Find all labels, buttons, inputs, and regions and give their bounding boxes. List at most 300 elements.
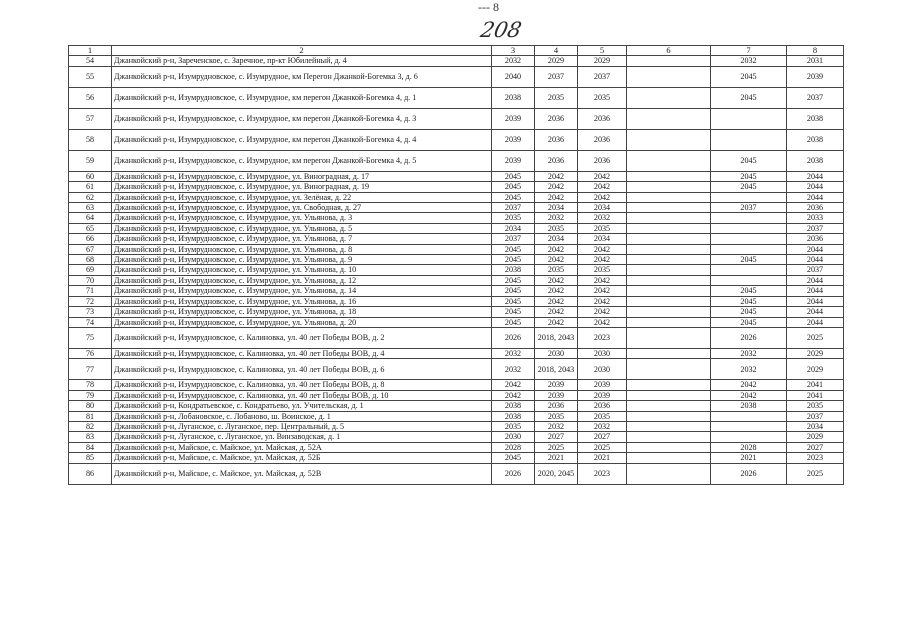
col5-cell: 2042 — [578, 275, 627, 285]
col5-cell: 2027 — [578, 432, 627, 442]
header-cell-2: 2 — [112, 46, 492, 56]
header-cell-6: 6 — [627, 46, 711, 56]
col4-cell: 2042 — [535, 317, 578, 327]
col3-cell: 2045 — [492, 275, 535, 285]
col8-cell: 2038 — [787, 129, 844, 150]
header-cell-4: 4 — [535, 46, 578, 56]
table-row — [69, 380, 844, 390]
address-cell: Джанкойский р-н, Изумрудновское, с. Калиновка, ул. 40 лет Победы ВОВ, д. 8 — [112, 380, 492, 390]
table-row — [69, 182, 844, 192]
col3-cell: 2045 — [492, 317, 535, 327]
col7-cell: 2032 — [711, 359, 787, 380]
col4-cell: 2034 — [535, 234, 578, 244]
col3-cell: 2039 — [492, 108, 535, 129]
col3-cell: 2045 — [492, 182, 535, 192]
col6-cell — [627, 182, 711, 192]
col6-cell — [627, 286, 711, 296]
row-number-cell: 70 — [69, 275, 112, 285]
col3-cell: 2038 — [492, 401, 535, 411]
table-row — [69, 432, 844, 442]
row-number-cell: 67 — [69, 244, 112, 254]
table-row — [69, 108, 844, 129]
row-number-cell: 76 — [69, 348, 112, 358]
col8-cell: 2038 — [787, 108, 844, 129]
col5-cell: 2036 — [578, 129, 627, 150]
address-cell: Джанкойский р-н, Изумрудновское, с. Изумрудное, ул. Ульянова, д. 5 — [112, 223, 492, 233]
col3-cell: 2045 — [492, 192, 535, 202]
table-row — [69, 129, 844, 150]
col5-cell: 2042 — [578, 171, 627, 181]
col3-cell: 2042 — [492, 390, 535, 400]
header-cell-1: 1 — [69, 46, 112, 56]
col4-cell: 2042 — [535, 244, 578, 254]
col6-cell — [627, 265, 711, 275]
row-number-cell: 80 — [69, 401, 112, 411]
col5-cell: 2032 — [578, 421, 627, 431]
col8-cell: 2044 — [787, 307, 844, 317]
col4-cell: 2039 — [535, 390, 578, 400]
col8-cell: 2044 — [787, 192, 844, 202]
col7-cell — [711, 421, 787, 431]
address-cell: Джанкойский р-н, Майское, с. Майское, ул. Майская, д. 52В — [112, 463, 492, 484]
address-cell: Джанкойский р-н, Изумрудновское, с. Изумрудное, ул. Виноградная, д. 19 — [112, 182, 492, 192]
table-row — [69, 317, 844, 327]
table-row — [69, 307, 844, 317]
col5-cell: 2025 — [578, 442, 627, 452]
address-cell: Джанкойский р-н, Изумрудновское, с. Калиновка, ул. 40 лет Победы ВОВ, д. 2 — [112, 327, 492, 348]
col5-cell: 2030 — [578, 359, 627, 380]
col6-cell — [627, 234, 711, 244]
col8-cell: 2038 — [787, 150, 844, 171]
col8-cell: 2041 — [787, 390, 844, 400]
col6-cell — [627, 244, 711, 254]
col3-cell: 2034 — [492, 223, 535, 233]
table-row — [69, 265, 844, 275]
header-row — [69, 46, 844, 56]
col6-cell — [627, 463, 711, 484]
col5-cell: 2036 — [578, 401, 627, 411]
col5-cell: 2039 — [578, 390, 627, 400]
col3-cell: 2045 — [492, 171, 535, 181]
col7-cell — [711, 275, 787, 285]
address-cell: Джанкойский р-н, Изумрудновское, с. Изумрудное, ул. Ульянова, д. 3 — [112, 213, 492, 223]
col3-cell: 2045 — [492, 286, 535, 296]
col8-cell: 2029 — [787, 432, 844, 442]
header-cell-5: 5 — [578, 46, 627, 56]
col5-cell: 2034 — [578, 234, 627, 244]
col5-cell: 2036 — [578, 150, 627, 171]
col6-cell — [627, 401, 711, 411]
col6-cell — [627, 453, 711, 463]
col6-cell — [627, 421, 711, 431]
col8-cell: 2037 — [787, 411, 844, 421]
col5-cell: 2037 — [578, 66, 627, 87]
col4-cell: 2036 — [535, 108, 578, 129]
col6-cell — [627, 192, 711, 202]
row-number-cell: 86 — [69, 463, 112, 484]
col4-cell: 2042 — [535, 255, 578, 265]
col4-cell: 2032 — [535, 213, 578, 223]
col3-cell: 2032 — [492, 56, 535, 66]
col7-cell: 2045 — [711, 286, 787, 296]
address-cell: Джанкойский р-н, Изумрудновское, с. Изумрудное, ул. Свободная, д. 27 — [112, 203, 492, 213]
row-number-cell: 63 — [69, 203, 112, 213]
row-number-cell: 79 — [69, 390, 112, 400]
col7-cell: 2042 — [711, 390, 787, 400]
table-row — [69, 213, 844, 223]
col8-cell: 2025 — [787, 463, 844, 484]
col6-cell — [627, 380, 711, 390]
address-cell: Джанкойский р-н, Изумрудновское, с. Изумрудное, ул. Ульянова, д. 8 — [112, 244, 492, 254]
col8-cell: 2029 — [787, 359, 844, 380]
table-row — [69, 203, 844, 213]
col6-cell — [627, 213, 711, 223]
col4-cell: 2042 — [535, 192, 578, 202]
table-row — [69, 401, 844, 411]
row-number-cell: 83 — [69, 432, 112, 442]
col7-cell — [711, 129, 787, 150]
col7-cell — [711, 192, 787, 202]
table-row — [69, 223, 844, 233]
address-cell: Джанкойский р-н, Майское, с. Майское, ул. Майская, д. 52А — [112, 442, 492, 452]
row-number-cell: 74 — [69, 317, 112, 327]
col8-cell: 2044 — [787, 317, 844, 327]
col5-cell: 2042 — [578, 182, 627, 192]
col3-cell: 2045 — [492, 307, 535, 317]
table-row — [69, 87, 844, 108]
col6-cell — [627, 296, 711, 306]
col5-cell: 2039 — [578, 380, 627, 390]
col8-cell: 2037 — [787, 223, 844, 233]
col4-cell: 2018, 2043 — [535, 327, 578, 348]
col6-cell — [627, 348, 711, 358]
col5-cell: 2042 — [578, 255, 627, 265]
row-number-cell: 75 — [69, 327, 112, 348]
col4-cell: 2035 — [535, 223, 578, 233]
col7-cell: 2045 — [711, 150, 787, 171]
col7-cell — [711, 223, 787, 233]
col4-cell: 2042 — [535, 307, 578, 317]
col5-cell: 2042 — [578, 192, 627, 202]
row-number-cell: 82 — [69, 421, 112, 431]
col7-cell: 2032 — [711, 56, 787, 66]
col3-cell: 2045 — [492, 453, 535, 463]
col8-cell: 2036 — [787, 234, 844, 244]
table-row — [69, 150, 844, 171]
col4-cell: 2021 — [535, 453, 578, 463]
col4-cell: 2042 — [535, 296, 578, 306]
col7-cell: 2037 — [711, 203, 787, 213]
col8-cell: 2044 — [787, 244, 844, 254]
col6-cell — [627, 203, 711, 213]
col3-cell: 2038 — [492, 265, 535, 275]
col3-cell: 2039 — [492, 129, 535, 150]
col6-cell — [627, 255, 711, 265]
col8-cell: 2035 — [787, 401, 844, 411]
row-number-cell: 85 — [69, 453, 112, 463]
table-row — [69, 56, 844, 66]
table-row — [69, 192, 844, 202]
table-row — [69, 421, 844, 431]
table-row — [69, 66, 844, 87]
col5-cell: 2042 — [578, 244, 627, 254]
row-number-cell: 56 — [69, 87, 112, 108]
table-row — [69, 411, 844, 421]
row-number-cell: 65 — [69, 223, 112, 233]
header-cell-3: 3 — [492, 46, 535, 56]
row-number-cell: 72 — [69, 296, 112, 306]
address-cell: Джанкойский р-н, Изумрудновское, с. Изумрудное, ул. Ульянова, д. 14 — [112, 286, 492, 296]
col6-cell — [627, 87, 711, 108]
table-row — [69, 463, 844, 484]
col6-cell — [627, 129, 711, 150]
col5-cell: 2023 — [578, 463, 627, 484]
col7-cell — [711, 244, 787, 254]
col7-cell: 2045 — [711, 87, 787, 108]
col8-cell: 2034 — [787, 421, 844, 431]
col7-cell: 2038 — [711, 401, 787, 411]
table-row — [69, 255, 844, 265]
col6-cell — [627, 275, 711, 285]
table-row — [69, 275, 844, 285]
col8-cell: 2044 — [787, 286, 844, 296]
address-cell: Джанкойский р-н, Изумрудновское, с. Изумрудное, км перегон Джанкой-Богемка 4, д. 1 — [112, 87, 492, 108]
table-row — [69, 296, 844, 306]
col3-cell: 2037 — [492, 203, 535, 213]
address-cell: Джанкойский р-н, Изумрудновское, с. Изумрудное, ул. Ульянова, д. 9 — [112, 255, 492, 265]
col5-cell: 2042 — [578, 286, 627, 296]
col3-cell: 2045 — [492, 244, 535, 254]
col4-cell: 2034 — [535, 203, 578, 213]
handwritten-top-number: --- 8 — [478, 0, 499, 14]
col7-cell: 2042 — [711, 380, 787, 390]
col4-cell: 2020, 2045 — [535, 463, 578, 484]
table-row — [69, 234, 844, 244]
col8-cell: 2037 — [787, 87, 844, 108]
col7-cell: 2045 — [711, 307, 787, 317]
col4-cell: 2035 — [535, 411, 578, 421]
col4-cell: 2035 — [535, 87, 578, 108]
col4-cell: 2037 — [535, 66, 578, 87]
col7-cell: 2026 — [711, 327, 787, 348]
address-cell: Джанкойский р-н, Изумрудновское, с. Калиновка, ул. 40 лет Победы ВОВ, д. 4 — [112, 348, 492, 358]
address-cell: Джанкойский р-н, Изумрудновское, с. Изумрудное, ул. Виноградная, д. 17 — [112, 171, 492, 181]
col5-cell: 2042 — [578, 296, 627, 306]
row-number-cell: 68 — [69, 255, 112, 265]
col6-cell — [627, 66, 711, 87]
col3-cell: 2035 — [492, 213, 535, 223]
address-cell: Джанкойский р-н, Изумрудновское, с. Изумрудное, ул. Зелёная, д. 22 — [112, 192, 492, 202]
row-number-cell: 60 — [69, 171, 112, 181]
col5-cell: 2029 — [578, 56, 627, 66]
col6-cell — [627, 390, 711, 400]
col5-cell: 2035 — [578, 411, 627, 421]
address-cell: Джанкойский р-н, Изумрудновское, с. Изумрудное, ул. Ульянова, д. 20 — [112, 317, 492, 327]
handwritten-page-number: 208 — [478, 18, 524, 42]
col5-cell: 2035 — [578, 265, 627, 275]
col6-cell — [627, 108, 711, 129]
col3-cell: 2028 — [492, 442, 535, 452]
address-cell: Джанкойский р-н, Луганское, с. Луганское, пер. Центральный, д. 5 — [112, 421, 492, 431]
table-row — [69, 244, 844, 254]
col6-cell — [627, 171, 711, 181]
col7-cell: 2045 — [711, 66, 787, 87]
col6-cell — [627, 432, 711, 442]
table-row — [69, 390, 844, 400]
col8-cell: 2039 — [787, 66, 844, 87]
col8-cell: 2044 — [787, 296, 844, 306]
col3-cell: 2040 — [492, 66, 535, 87]
col4-cell: 2027 — [535, 432, 578, 442]
col6-cell — [627, 442, 711, 452]
address-cell: Джанкойский р-н, Кондратьевское, с. Кондратьево, ул. Учительская, д. 1 — [112, 401, 492, 411]
col8-cell: 2044 — [787, 182, 844, 192]
col5-cell: 2034 — [578, 203, 627, 213]
row-number-cell: 58 — [69, 129, 112, 150]
col7-cell: 2028 — [711, 442, 787, 452]
col8-cell: 2036 — [787, 203, 844, 213]
col3-cell: 2038 — [492, 411, 535, 421]
col7-cell — [711, 432, 787, 442]
row-number-cell: 57 — [69, 108, 112, 129]
address-cell: Джанкойский р-н, Лобановское, с. Лобаново, ш. Воинское, д. 1 — [112, 411, 492, 421]
col3-cell: 2045 — [492, 255, 535, 265]
col6-cell — [627, 411, 711, 421]
col3-cell: 2035 — [492, 421, 535, 431]
table-row — [69, 171, 844, 181]
row-number-cell: 71 — [69, 286, 112, 296]
col7-cell: 2045 — [711, 317, 787, 327]
col4-cell: 2018, 2043 — [535, 359, 578, 380]
address-cell: Джанкойский р-н, Изумрудновское, с. Калиновка, ул. 40 лет Победы ВОВ, д. 10 — [112, 390, 492, 400]
col3-cell: 2032 — [492, 359, 535, 380]
col6-cell — [627, 327, 711, 348]
col8-cell: 2025 — [787, 327, 844, 348]
col5-cell: 2023 — [578, 327, 627, 348]
col3-cell: 2030 — [492, 432, 535, 442]
address-cell: Джанкойский р-н, Изумрудновское, с. Изумрудное, ул. Ульянова, д. 18 — [112, 307, 492, 317]
col7-cell — [711, 213, 787, 223]
col6-cell — [627, 359, 711, 380]
address-cell: Джанкойский р-н, Изумрудновское, с. Изумрудное, ул. Ульянова, д. 7 — [112, 234, 492, 244]
address-cell: Джанкойский р-н, Зареченское, с. Заречное, пр-кт Юбилейный, д. 4 — [112, 56, 492, 66]
schedule-table — [68, 45, 844, 485]
row-number-cell: 64 — [69, 213, 112, 223]
col5-cell: 2035 — [578, 223, 627, 233]
table-row — [69, 286, 844, 296]
col4-cell: 2036 — [535, 129, 578, 150]
col4-cell: 2029 — [535, 56, 578, 66]
row-number-cell: 54 — [69, 56, 112, 66]
col5-cell: 2042 — [578, 307, 627, 317]
col8-cell: 2031 — [787, 56, 844, 66]
address-cell: Джанкойский р-н, Изумрудновское, с. Изумрудное, ул. Ульянова, д. 16 — [112, 296, 492, 306]
col5-cell: 2021 — [578, 453, 627, 463]
col4-cell: 2042 — [535, 286, 578, 296]
col7-cell: 2032 — [711, 348, 787, 358]
col8-cell: 2029 — [787, 348, 844, 358]
col4-cell: 2036 — [535, 401, 578, 411]
col5-cell: 2042 — [578, 317, 627, 327]
col5-cell: 2036 — [578, 108, 627, 129]
row-number-cell: 66 — [69, 234, 112, 244]
col3-cell: 2045 — [492, 296, 535, 306]
col3-cell: 2026 — [492, 463, 535, 484]
col7-cell — [711, 411, 787, 421]
col7-cell: 2045 — [711, 171, 787, 181]
row-number-cell: 81 — [69, 411, 112, 421]
col6-cell — [627, 56, 711, 66]
col3-cell: 2037 — [492, 234, 535, 244]
col5-cell: 2032 — [578, 213, 627, 223]
col8-cell: 2044 — [787, 255, 844, 265]
col4-cell: 2039 — [535, 380, 578, 390]
address-cell: Джанкойский р-н, Изумрудновское, с. Изумрудное, ул. Ульянова, д. 12 — [112, 275, 492, 285]
col8-cell: 2033 — [787, 213, 844, 223]
col4-cell: 2032 — [535, 421, 578, 431]
col7-cell: 2045 — [711, 296, 787, 306]
address-cell: Джанкойский р-н, Изумрудновское, с. Изумрудное, км Перегон Джанкой-Богемка 3, д. 6 — [112, 66, 492, 87]
address-cell: Джанкойский р-н, Изумрудновское, с. Изумрудное, км перегон Джанкой-Богемка 4, д. 4 — [112, 129, 492, 150]
col7-cell — [711, 108, 787, 129]
col6-cell — [627, 223, 711, 233]
row-number-cell: 77 — [69, 359, 112, 380]
col7-cell: 2045 — [711, 182, 787, 192]
col5-cell: 2035 — [578, 87, 627, 108]
col4-cell: 2036 — [535, 150, 578, 171]
row-number-cell: 59 — [69, 150, 112, 171]
address-cell: Джанкойский р-н, Майское, с. Майское, ул. Майская, д. 52Б — [112, 453, 492, 463]
col7-cell: 2021 — [711, 453, 787, 463]
col7-cell — [711, 265, 787, 275]
row-number-cell: 61 — [69, 182, 112, 192]
row-number-cell: 55 — [69, 66, 112, 87]
table-row — [69, 348, 844, 358]
col3-cell: 2038 — [492, 87, 535, 108]
col8-cell: 2044 — [787, 275, 844, 285]
col8-cell: 2044 — [787, 171, 844, 181]
col6-cell — [627, 317, 711, 327]
col4-cell: 2035 — [535, 265, 578, 275]
header-cell-7: 7 — [711, 46, 787, 56]
row-number-cell: 69 — [69, 265, 112, 275]
col8-cell: 2023 — [787, 453, 844, 463]
address-cell: Джанкойский р-н, Изумрудновское, с. Изумрудное, ул. Ульянова, д. 10 — [112, 265, 492, 275]
address-cell: Джанкойский р-н, Луганское, с. Луганское, ул. Винзаводская, д. 1 — [112, 432, 492, 442]
col7-cell — [711, 234, 787, 244]
col7-cell: 2026 — [711, 463, 787, 484]
col8-cell: 2027 — [787, 442, 844, 452]
table-row — [69, 442, 844, 452]
header-cell-8: 8 — [787, 46, 844, 56]
col5-cell: 2030 — [578, 348, 627, 358]
row-number-cell: 78 — [69, 380, 112, 390]
table-row — [69, 359, 844, 380]
address-cell: Джанкойский р-н, Изумрудновское, с. Изумрудное, км перегон Джанкой-Богемка 4, д. 5 — [112, 150, 492, 171]
row-number-cell: 84 — [69, 442, 112, 452]
col7-cell: 2045 — [711, 255, 787, 265]
col8-cell: 2037 — [787, 265, 844, 275]
address-cell: Джанкойский р-н, Изумрудновское, с. Изумрудное, км перегон Джанкой-Богемка 4, д. 3 — [112, 108, 492, 129]
table-row — [69, 453, 844, 463]
col4-cell: 2025 — [535, 442, 578, 452]
col8-cell: 2041 — [787, 380, 844, 390]
col6-cell — [627, 150, 711, 171]
col6-cell — [627, 307, 711, 317]
col3-cell: 2032 — [492, 348, 535, 358]
col4-cell: 2042 — [535, 275, 578, 285]
table-row — [69, 327, 844, 348]
